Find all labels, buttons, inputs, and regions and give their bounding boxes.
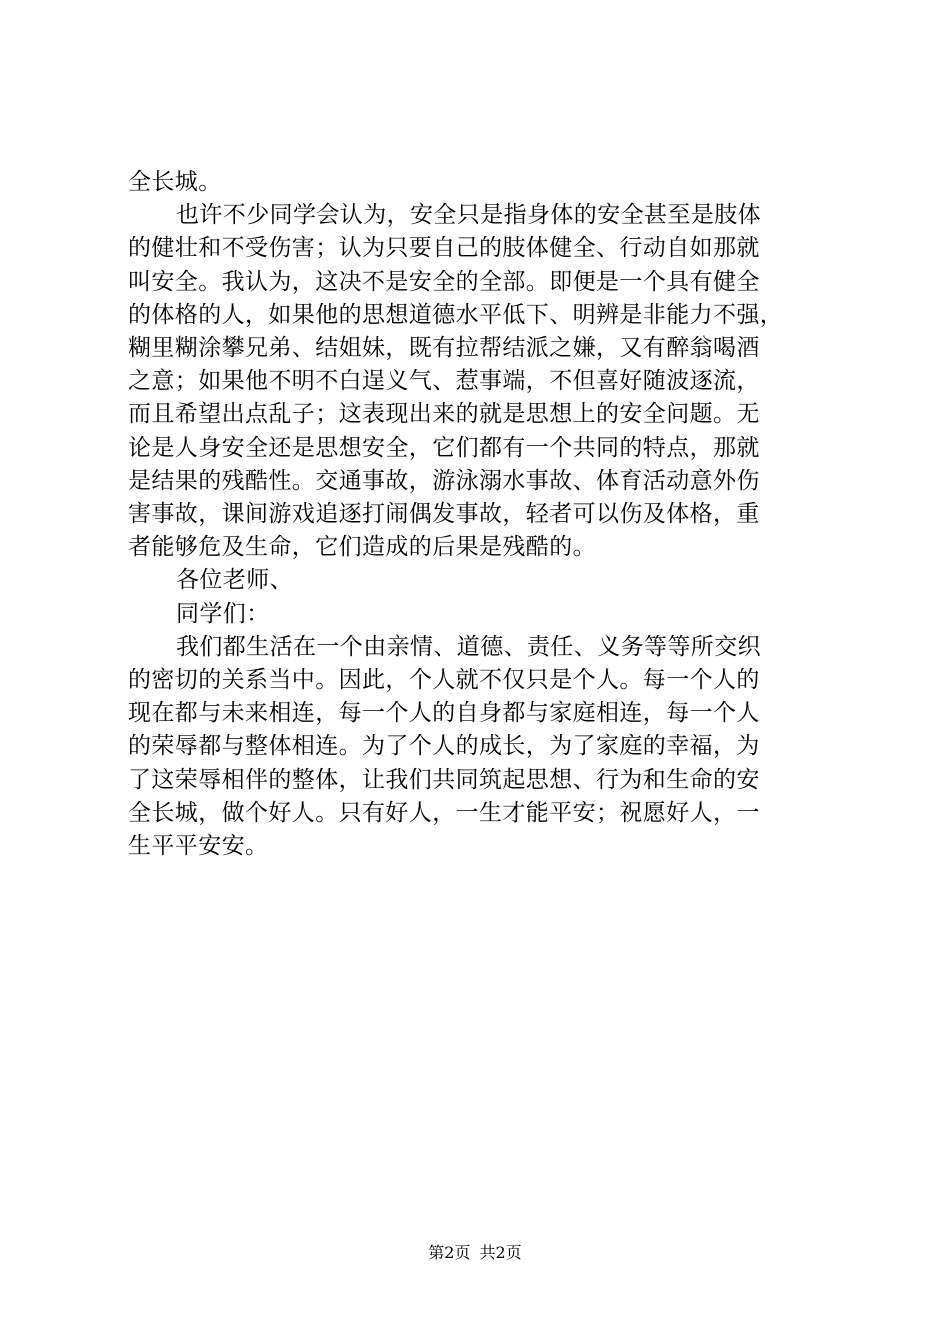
text-line: 的荣辱都与整体相连。为了个人的成长，为了家庭的幸福，为 (128, 733, 760, 760)
document-body (128, 166, 832, 863)
text-line: 的健壮和不受伤害；认为只要自己的肢体健全、行动自如那就 (128, 235, 760, 262)
text-line: 叫安全。我认为，这决不是安全的全部。即便是一个具有健全 (128, 268, 760, 295)
text-line: 之意；如果他不明不白逞义气、惹事端，不但喜好随波逐流， (128, 368, 760, 395)
text-line: 糊里糊涂攀兄弟、结姐妹，既有拉帮结派之嫌，又有醉翁喝酒 (128, 335, 760, 362)
text-line: 者能够危及生命，它们造成的后果是残酷的。 (128, 534, 596, 561)
text-line: 生平平安安。 (128, 833, 269, 860)
page-total: 共2页 (479, 1243, 522, 1262)
text-line: 各位老师、 (176, 567, 293, 594)
text-line: 害事故，课间游戏追逐打闹偶发事故，轻者可以伤及体格，重 (128, 501, 760, 528)
text-line: 的体格的人，如果他的思想道德水平低下、明辨是非能力不强， (128, 301, 784, 328)
text-line: 我们都生活在一个由亲情、道德、责任、义务等等所交织 (176, 633, 761, 660)
text-line: 全长城。 (128, 169, 222, 195)
text-line: 的密切的关系当中。因此，个人就不仅只是个人。每一个人的 (128, 667, 760, 694)
text-line: 全长城，做个好人。只有好人，一生才能平安；祝愿好人，一 (128, 799, 760, 826)
text-line: 是结果的残酷性。交通事故，游泳溺水事故、体育活动意外伤 (128, 467, 760, 494)
text-line: 现在都与未来相连，每一个人的自身都与家庭相连，每一个人 (128, 700, 760, 727)
page-footer (0, 1243, 950, 1263)
text-line: 论是人身安全还是思想安全，它们都有一个共同的特点，那就 (128, 434, 760, 461)
text-line: 同学们： (176, 600, 270, 627)
text-line: 了这荣辱相伴的整体，让我们共同筑起思想、行为和生命的安 (128, 766, 760, 793)
page-number: 第2页 (428, 1243, 471, 1262)
text-line: 而且希望出点乱子；这表现出来的就是思想上的安全问题。无 (128, 401, 760, 428)
text-line: 也许不少同学会认为，安全只是指身体的安全甚至是肢体 (176, 202, 761, 229)
